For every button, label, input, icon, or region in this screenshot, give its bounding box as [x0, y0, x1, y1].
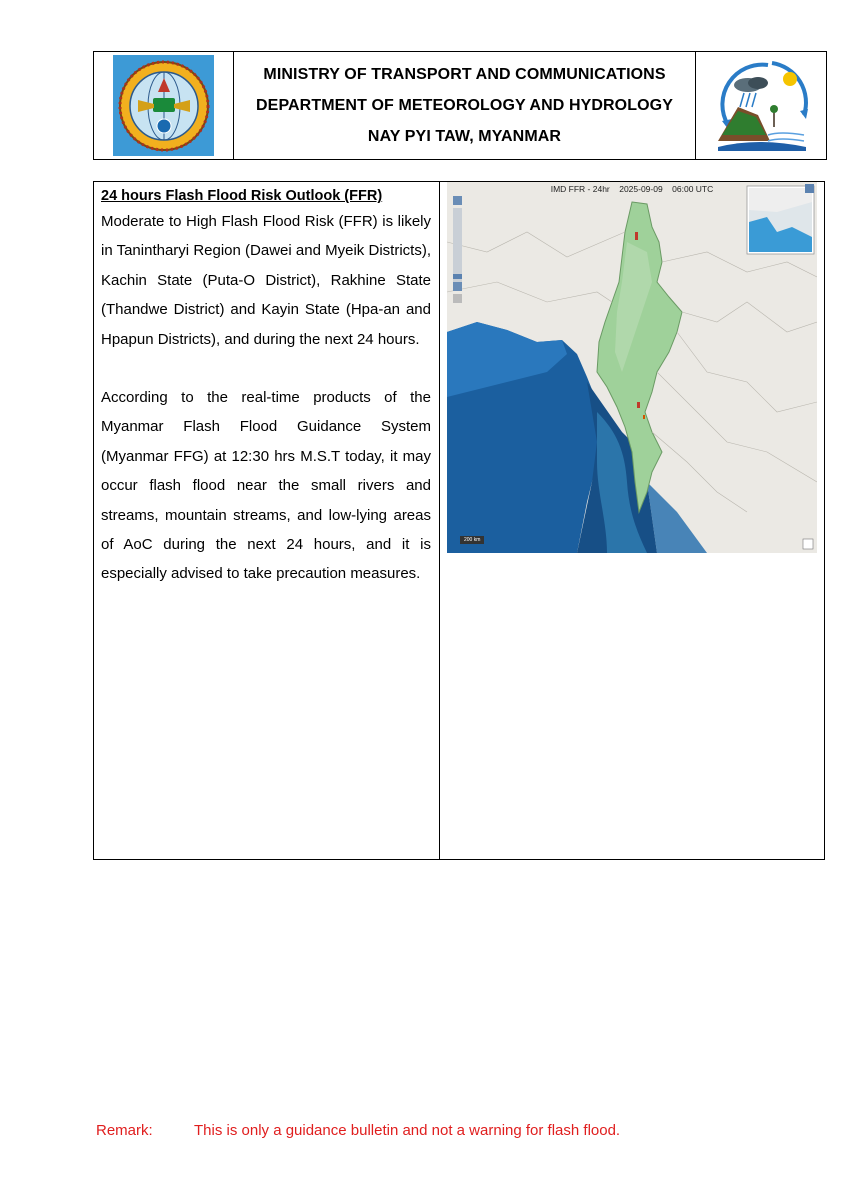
right-logo-cell [695, 52, 826, 159]
map-scale-bar: 200 km [460, 536, 484, 544]
remark-label: Remark: [96, 1122, 153, 1139]
outlook-text-column [94, 182, 440, 859]
hydrological-cycle-icon [708, 55, 814, 157]
map-date: 2025-09-09 [619, 184, 663, 194]
flash-flood-risk-map [447, 182, 817, 553]
bulletin-remark [96, 1122, 620, 1139]
map-header-label [447, 184, 817, 194]
map-product: IMD FFR - 24hr [550, 184, 610, 194]
outlook-paragraph-guidance: According to the real-time products of the Myanmar Flash Flood Guidance System (Myanmar FFG) at 12:30 hrs M.S.T today, it may occur flash flood near the small rivers and streams, mountain streams, and low-lying areas of AoC during the next 24 hours, and it is especially advised to take precaution measures. [101, 389, 431, 583]
bulletin-header [93, 51, 827, 160]
ministry-name: MINISTRY OF TRANSPORT AND COMMUNICATIONS [263, 66, 666, 83]
location-name: NAY PYI TAW, MYANMAR [367, 128, 562, 145]
ministry-emblem-icon [113, 55, 214, 156]
header-title-cell [234, 52, 695, 159]
department-name: DEPARTMENT OF METEOROLOGY AND HYDROLOGY [256, 97, 673, 114]
map-time: 06:00 UTC [672, 184, 714, 194]
left-logo-cell [94, 52, 234, 159]
bulletin-content [93, 181, 825, 860]
outlook-paragraph-risk: Moderate to High Flash Flood Risk (FFR) is likely in Tanintharyi Region (Dawei and Myeik Districts), Kachin State (Puta-O District), Rakhine State (Thandwe District) and Kayin State (Hpa-an and Hpapun Districts), and during the next 24 hours. [101, 213, 431, 348]
map-column [440, 182, 824, 859]
map-graphic [447, 182, 817, 553]
remark-text: This is only a guidance bulletin and not a warning for flash flood. [194, 1122, 621, 1139]
outlook-title: 24 hours Flash Flood Risk Outlook (FFR) [101, 188, 383, 204]
